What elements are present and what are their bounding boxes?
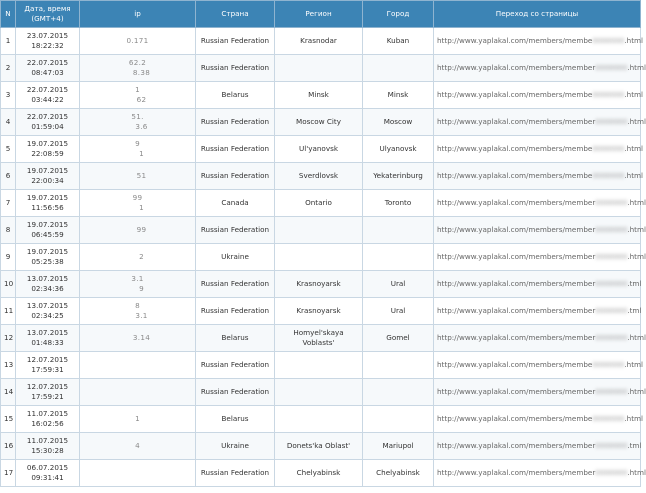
- row-number: 11: [1, 298, 16, 325]
- table-row: [1, 217, 641, 244]
- row-date: 23.07.2015: [26, 31, 69, 40]
- row-referrer[interactable]: [434, 352, 644, 379]
- row-datetime: [16, 244, 80, 271]
- row-country: Russian Federation: [196, 136, 275, 163]
- row-referrer-url[interactable]: http://www.yaplakal.com/members/member: [437, 333, 596, 342]
- row-ip: [80, 244, 196, 271]
- row-city: Ulyanovsk: [363, 136, 434, 163]
- row-time: 01:48:33: [31, 338, 64, 347]
- row-ip-part2: 62: [136, 95, 147, 104]
- row-referrer-url[interactable]: http://www.yaplakal.com/members/membe: [437, 144, 593, 153]
- row-date: 12.07.2015: [26, 355, 69, 364]
- table-row: [1, 460, 641, 487]
- row-time: 06:45:59: [31, 230, 64, 239]
- row-city: Mariupol: [363, 433, 434, 460]
- row-region: [275, 325, 363, 352]
- row-referrer-ext[interactable]: .tml: [627, 279, 642, 288]
- row-date: 06.07.2015: [26, 463, 69, 472]
- row-country: Russian Federation: [196, 217, 275, 244]
- row-date: 19.07.2015: [26, 220, 69, 229]
- row-referrer-url[interactable]: http://www.yaplakal.com/members/member: [437, 441, 596, 450]
- row-referrer[interactable]: [434, 55, 646, 82]
- row-city: [363, 406, 434, 433]
- row-ip: [80, 352, 196, 379]
- row-country: Belarus: [196, 406, 275, 433]
- row-ip: [80, 406, 196, 433]
- row-region: [275, 163, 363, 190]
- row-referrer-hidden: 0000000: [595, 252, 628, 261]
- row-referrer-url[interactable]: http://www.yaplakal.com/members/member: [437, 306, 596, 315]
- row-datetime: [16, 190, 80, 217]
- row-number: 2: [1, 55, 16, 82]
- row-region: [275, 298, 363, 325]
- row-ip: [80, 298, 196, 325]
- row-date: 19.07.2015: [26, 139, 69, 148]
- row-number: 1: [1, 28, 16, 55]
- row-number: 10: [1, 271, 16, 298]
- table-row: [1, 82, 641, 109]
- row-time: 02:34:25: [31, 311, 64, 320]
- row-date: 11.07.2015: [26, 436, 69, 445]
- row-ip-part2: 3.14: [132, 333, 151, 342]
- row-ip-part2: 3.1: [135, 311, 148, 320]
- row-ip-part1: 8: [135, 301, 140, 310]
- row-country: Belarus: [196, 325, 275, 352]
- row-number: 14: [1, 379, 16, 406]
- row-referrer-ext[interactable]: .html: [627, 198, 646, 207]
- row-referrer[interactable]: [434, 325, 646, 352]
- row-region: [275, 352, 363, 379]
- row-referrer[interactable]: [434, 109, 646, 136]
- row-referrer-hidden: 0000000: [595, 333, 628, 342]
- row-referrer[interactable]: [434, 82, 644, 109]
- row-country: Russian Federation: [196, 379, 275, 406]
- header-country: Страна: [196, 1, 275, 28]
- row-date: 19.07.2015: [26, 193, 69, 202]
- row-city: Minsk: [363, 82, 434, 109]
- table-row: [1, 163, 641, 190]
- table-row: [1, 406, 641, 433]
- row-number: 9: [1, 244, 16, 271]
- table-row: [1, 379, 641, 406]
- row-country: Canada: [196, 190, 275, 217]
- row-ip: [80, 163, 196, 190]
- row-region: [275, 244, 363, 271]
- row-referrer[interactable]: [434, 163, 644, 190]
- row-date: 13.07.2015: [26, 301, 69, 310]
- row-region-line1: Ontario: [305, 198, 332, 207]
- row-country: Ukraine: [196, 433, 275, 460]
- row-region-line1: Krasnodar: [300, 36, 337, 45]
- row-referrer-url[interactable]: http://www.yaplakal.com/members/member: [437, 468, 596, 477]
- row-date: 22.07.2015: [26, 112, 69, 121]
- row-referrer-url[interactable]: http://www.yaplakal.com/members/membe: [437, 36, 593, 45]
- row-region: [275, 55, 363, 82]
- row-datetime: [16, 109, 80, 136]
- row-ip: [80, 190, 196, 217]
- row-referrer-ext[interactable]: .html: [624, 36, 644, 45]
- row-referrer-url[interactable]: http://www.yaplakal.com/members/member: [437, 252, 596, 261]
- row-region-line1: Krasnoyarsk: [296, 306, 341, 315]
- row-number: 8: [1, 217, 16, 244]
- row-ip-part1: 3.1: [131, 274, 144, 283]
- row-referrer-hidden: 0000000: [595, 387, 628, 396]
- row-ip: [80, 28, 196, 55]
- row-number: 17: [1, 460, 16, 487]
- table-row: [1, 55, 641, 82]
- row-city: Chelyabinsk: [363, 460, 434, 487]
- row-referrer-ext[interactable]: .html: [627, 468, 646, 477]
- row-time: 16:02:56: [31, 419, 64, 428]
- row-datetime: [16, 433, 80, 460]
- row-referrer-hidden: 0000000: [592, 90, 625, 99]
- row-country: Russian Federation: [196, 460, 275, 487]
- row-referrer-url[interactable]: http://www.yaplakal.com/members/membe: [437, 414, 593, 423]
- header-datetime: [16, 1, 80, 28]
- row-city: [363, 217, 434, 244]
- table-row: [1, 352, 641, 379]
- row-ip-part2: 3.6: [135, 122, 148, 131]
- row-city: Toronto: [363, 190, 434, 217]
- row-referrer-ext[interactable]: .html: [627, 117, 646, 126]
- row-datetime: [16, 136, 80, 163]
- row-datetime: [16, 379, 80, 406]
- row-referrer-url[interactable]: http://www.yaplakal.com/members/member: [437, 225, 596, 234]
- row-region: [275, 271, 363, 298]
- row-referrer-url[interactable]: http://www.yaplakal.com/members/member: [437, 63, 596, 72]
- row-referrer-ext[interactable]: .html: [627, 387, 646, 396]
- row-region-line1: Sverdlovsk: [298, 171, 339, 180]
- row-time: 17:59:21: [31, 392, 64, 401]
- row-ip-part2: 1: [139, 203, 144, 212]
- row-region-line1: Ul'yanovsk: [298, 144, 338, 153]
- row-referrer[interactable]: [434, 406, 644, 433]
- header-datetime-line1: Дата, время: [24, 4, 71, 13]
- row-referrer-hidden: 0000000: [592, 144, 625, 153]
- row-region: [275, 460, 363, 487]
- row-date: 22.07.2015: [26, 85, 69, 94]
- row-referrer-url[interactable]: http://www.yaplakal.com/members/membe: [437, 90, 593, 99]
- row-referrer-hidden: 0000000: [595, 63, 628, 72]
- row-number: 16: [1, 433, 16, 460]
- row-datetime: [16, 325, 80, 352]
- row-ip-part1: 9: [135, 139, 140, 148]
- row-city: [363, 55, 434, 82]
- row-referrer-hidden: 0000000: [592, 360, 625, 369]
- row-country: Russian Federation: [196, 55, 275, 82]
- row-region: [275, 28, 363, 55]
- row-referrer-hidden: 0000000: [595, 198, 628, 207]
- row-ip: [80, 55, 196, 82]
- row-referrer[interactable]: [434, 217, 646, 244]
- row-city: Kuban: [363, 28, 434, 55]
- row-referrer-ext[interactable]: .tml: [627, 306, 642, 315]
- row-ip-part2: 2: [139, 252, 144, 261]
- row-date: 13.07.2015: [26, 328, 69, 337]
- table-row: [1, 298, 641, 325]
- header-region: Регион: [275, 1, 363, 28]
- row-ip: [80, 217, 196, 244]
- row-time: 01:59:04: [31, 122, 64, 131]
- row-number: 4: [1, 109, 16, 136]
- row-date: 22.07.2015: [26, 58, 69, 67]
- row-country: Russian Federation: [196, 271, 275, 298]
- row-referrer[interactable]: [434, 298, 641, 325]
- row-ip: [80, 460, 196, 487]
- row-ip-part2: 99: [136, 225, 147, 234]
- row-ip-part1: 4: [135, 441, 140, 450]
- row-ip-part2: 8.38: [132, 68, 151, 77]
- row-country: Russian Federation: [196, 163, 275, 190]
- row-referrer-ext[interactable]: .html: [627, 333, 646, 342]
- row-region-line1: Krasnoyarsk: [296, 279, 341, 288]
- row-city: Gomel: [363, 325, 434, 352]
- row-time: 18:22:32: [31, 41, 64, 50]
- row-ip: [80, 136, 196, 163]
- row-city: Moscow: [363, 109, 434, 136]
- row-ip-part2: 51: [136, 171, 147, 180]
- row-ip-part1: 1: [135, 85, 140, 94]
- row-date: 12.07.2015: [26, 382, 69, 391]
- row-city: Ural: [363, 271, 434, 298]
- row-ip-part2: 1: [139, 149, 144, 158]
- header-n: N: [1, 1, 16, 28]
- row-region: [275, 433, 363, 460]
- table-row: [1, 190, 641, 217]
- row-referrer-url[interactable]: http://www.yaplakal.com/members/member: [437, 387, 596, 396]
- row-region-line1: Donets'ka Oblast': [286, 441, 351, 450]
- row-referrer-hidden: 0000000: [595, 306, 628, 315]
- row-referrer-ext[interactable]: .html: [624, 414, 644, 423]
- row-region-line1: Minsk: [308, 90, 329, 99]
- row-datetime: [16, 352, 80, 379]
- row-referrer[interactable]: [434, 379, 646, 406]
- row-city: [363, 244, 434, 271]
- row-country: Russian Federation: [196, 352, 275, 379]
- row-time: 15:30:28: [31, 446, 64, 455]
- row-region: [275, 406, 363, 433]
- table-row: [1, 325, 641, 352]
- row-referrer[interactable]: [434, 244, 646, 271]
- row-number: 3: [1, 82, 16, 109]
- row-referrer-hidden: 0000000: [595, 441, 628, 450]
- row-datetime: [16, 217, 80, 244]
- header-ip: ip: [80, 1, 196, 28]
- row-ip-part1: 99: [132, 193, 143, 202]
- row-date: 19.07.2015: [26, 166, 69, 175]
- row-datetime: [16, 406, 80, 433]
- table-row: [1, 271, 641, 298]
- table-row: [1, 28, 641, 55]
- row-referrer[interactable]: [434, 136, 644, 163]
- row-time: 22:00:34: [31, 176, 64, 185]
- row-region-line1: Chelyabinsk: [296, 468, 341, 477]
- row-ip: [80, 82, 196, 109]
- row-referrer-hidden: 0000000: [592, 414, 625, 423]
- row-number: 15: [1, 406, 16, 433]
- row-region: [275, 82, 363, 109]
- row-time: 17:59:31: [31, 365, 64, 374]
- row-city: [363, 379, 434, 406]
- row-ip: [80, 109, 196, 136]
- row-referrer-ext[interactable]: .tml: [627, 441, 642, 450]
- row-region-line1: Homyel'skaya: [293, 328, 344, 337]
- row-ip: [80, 433, 196, 460]
- row-referrer-ext[interactable]: .html: [624, 144, 644, 153]
- row-number: 12: [1, 325, 16, 352]
- table-header-row: [1, 1, 641, 28]
- row-city: Yekaterinburg: [363, 163, 434, 190]
- row-datetime: [16, 298, 80, 325]
- row-datetime: [16, 271, 80, 298]
- row-date: 19.07.2015: [26, 247, 69, 256]
- row-region: [275, 136, 363, 163]
- row-country: Russian Federation: [196, 298, 275, 325]
- row-region-line1: Moscow City: [296, 117, 341, 126]
- row-time: 03:44:22: [31, 95, 64, 104]
- row-region: [275, 109, 363, 136]
- row-time: 09:31:41: [31, 473, 64, 482]
- row-number: 7: [1, 190, 16, 217]
- row-datetime: [16, 28, 80, 55]
- row-time: 05:25:38: [31, 257, 64, 266]
- row-region: [275, 379, 363, 406]
- row-referrer[interactable]: [434, 433, 641, 460]
- header-datetime-line2: (GMT+4): [31, 14, 64, 23]
- header-city: Город: [363, 1, 434, 28]
- row-referrer-ext[interactable]: .html: [624, 90, 644, 99]
- table-body: [1, 28, 646, 487]
- row-ip-part1: 0.171: [126, 36, 149, 45]
- row-city: Ural: [363, 298, 434, 325]
- row-ip: [80, 379, 196, 406]
- row-referrer-hidden: 0000000: [592, 171, 625, 180]
- row-datetime: [16, 460, 80, 487]
- row-referrer[interactable]: [434, 460, 646, 487]
- table-row: [1, 136, 641, 163]
- row-referrer-url[interactable]: http://www.yaplakal.com/members/member: [437, 117, 596, 126]
- row-referrer-ext[interactable]: .html: [624, 171, 644, 180]
- row-referrer-ext[interactable]: .html: [627, 225, 646, 234]
- row-referrer-url[interactable]: http://www.yaplakal.com/members/membe: [437, 171, 593, 180]
- row-datetime: [16, 163, 80, 190]
- row-referrer-hidden: 0000000: [595, 225, 628, 234]
- row-referrer[interactable]: [434, 190, 646, 217]
- row-ip-part1: 1: [135, 414, 140, 423]
- row-referrer[interactable]: [434, 271, 641, 298]
- row-ip-part2: 9: [139, 284, 144, 293]
- row-ip: [80, 325, 196, 352]
- row-country: Belarus: [196, 82, 275, 109]
- row-referrer-ext[interactable]: .html: [627, 252, 646, 261]
- row-time: 02:34:36: [31, 284, 64, 293]
- row-referrer-ext[interactable]: .html: [627, 63, 646, 72]
- row-referrer-url[interactable]: http://www.yaplakal.com/members/member: [437, 279, 596, 288]
- row-region-line2: Voblasts': [302, 338, 335, 347]
- row-region: [275, 217, 363, 244]
- row-number: 5: [1, 136, 16, 163]
- row-referrer-hidden: 0000000: [592, 36, 625, 45]
- row-time: 11:56:56: [31, 203, 64, 212]
- row-referrer-hidden: 0000000: [595, 279, 628, 288]
- table-row: [1, 109, 641, 136]
- row-time: 22:08:59: [31, 149, 64, 158]
- row-referrer-hidden: 0000000: [595, 468, 628, 477]
- row-time: 08:47:03: [31, 68, 64, 77]
- row-referrer-hidden: 0000000: [595, 117, 628, 126]
- row-datetime: [16, 82, 80, 109]
- row-number: 13: [1, 352, 16, 379]
- row-region: [275, 190, 363, 217]
- table-row: [1, 244, 641, 271]
- row-referrer-url[interactable]: http://www.yaplakal.com/members/membe: [437, 360, 593, 369]
- row-referrer-url[interactable]: http://www.yaplakal.com/members/member: [437, 198, 596, 207]
- row-referrer[interactable]: [434, 28, 644, 55]
- row-datetime: [16, 55, 80, 82]
- row-date: 11.07.2015: [26, 409, 69, 418]
- row-ip-part1: 62.2: [128, 58, 147, 67]
- row-referrer-ext[interactable]: .html: [624, 360, 644, 369]
- row-country: Ukraine: [196, 244, 275, 271]
- row-country: Russian Federation: [196, 28, 275, 55]
- header-page: Переход со страницы: [434, 1, 641, 28]
- table-row: [1, 433, 641, 460]
- row-number: 6: [1, 163, 16, 190]
- row-city: [363, 352, 434, 379]
- row-ip-part1: 51.: [131, 112, 144, 121]
- row-ip: [80, 271, 196, 298]
- row-country: Russian Federation: [196, 109, 275, 136]
- row-date: 13.07.2015: [26, 274, 69, 283]
